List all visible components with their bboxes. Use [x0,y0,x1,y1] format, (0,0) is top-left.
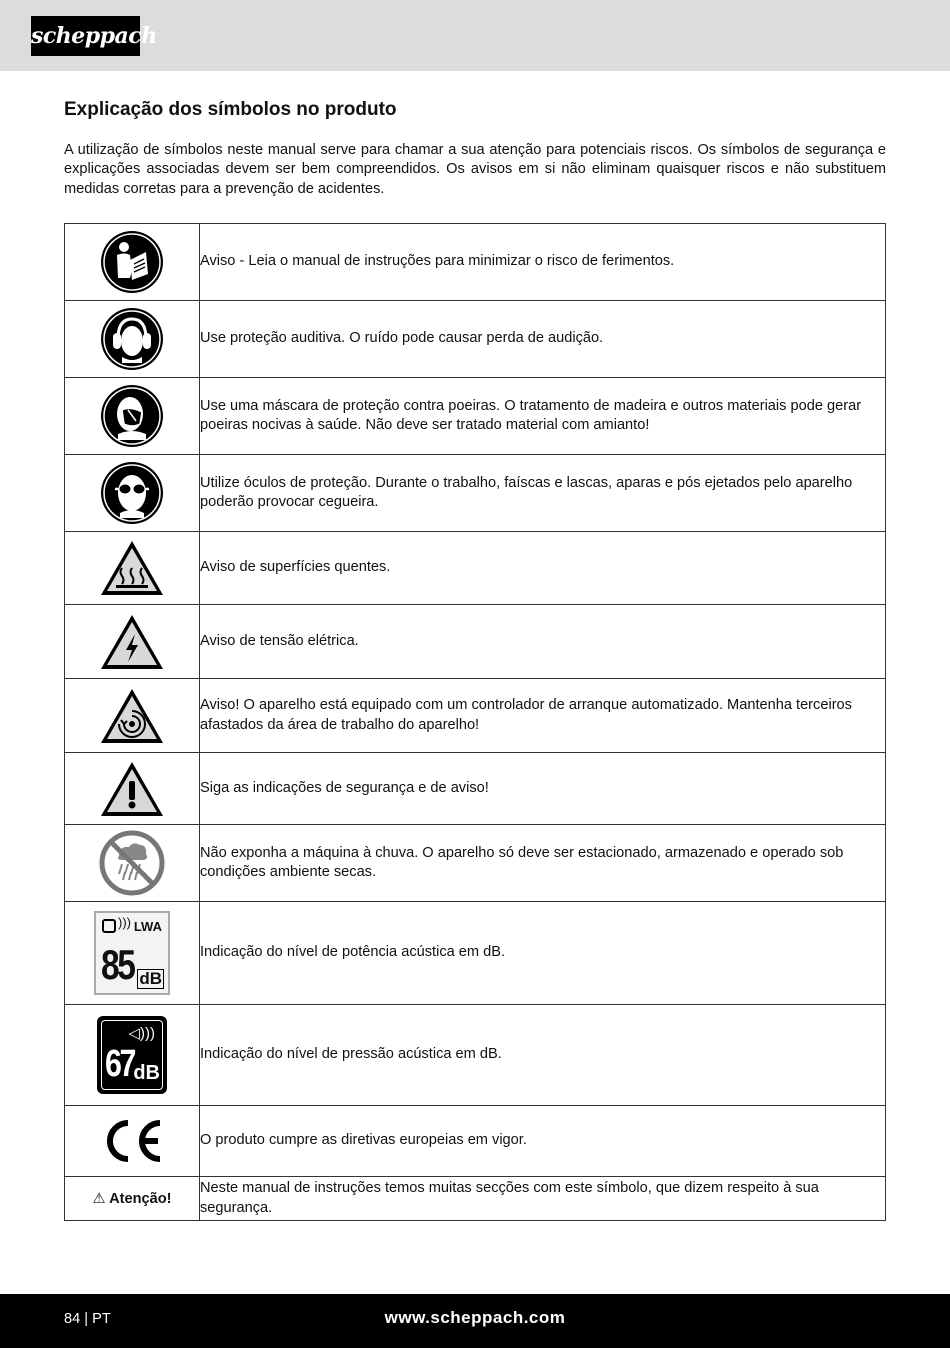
table-row [65,679,886,753]
website-link[interactable]: www.scheppach.com [384,1308,566,1327]
sound-wave-icon: ◁))) [128,1025,155,1042]
read-manual-icon [100,230,164,294]
table-row [65,605,886,679]
page-number: 84 | PT [64,1311,111,1327]
table-row [65,532,886,605]
table-row [65,1177,886,1221]
table-row [65,753,886,825]
page-footer [0,1294,950,1348]
sound-pressure-label-icon [97,1016,167,1094]
table-row [65,378,886,455]
intro-paragraph: A utilização de símbolos neste manual serve para chamar a sua atenção para potenciais riscos. Os símbolos de segurança e explicações associadas devem ser bem compreendidos. Os avisos em si não eliminam quaisquer riscos e não substituem medidas corretas para a prevenção de acidentes. [64,142,886,197]
row-text: Aviso - Leia o manual de instruções para minimizar o risco de ferimentos. [200,224,886,301]
row-text: Indicação do nível de pressão acústica em dB. [200,1005,886,1106]
lwa-label: LWA [133,919,162,934]
table-row [65,224,886,301]
sound-pressure-unit: dB [133,1062,160,1084]
page-title: Explicação dos símbolos no produto [64,99,397,120]
sound-pressure-value: 67 [105,1043,135,1085]
hot-surface-warning-icon [98,538,166,598]
sound-power-unit: dB [139,969,162,988]
safety-goggles-icon [100,461,164,525]
ear-protection-icon [100,307,164,371]
table-row [65,301,886,378]
speaker-icon [102,919,116,933]
sound-wave-icon: ))) [118,915,131,930]
symbols-table [64,223,886,1221]
sound-power-label-icon [94,911,170,995]
general-warning-icon [98,759,166,819]
page-header [0,0,950,71]
row-text: Utilize óculos de proteção. Durante o trabalho, faíscas e lascas, aparas e pós ejetados pelo aparelho poderão provocar cegueira. [200,455,886,532]
row-text: O produto cumpre as diretivas europeias em vigor. [200,1106,886,1177]
table-row [65,1106,886,1177]
row-text: Aviso de superfícies quentes. [200,532,886,605]
sound-power-value: 85 [101,941,134,988]
no-rain-icon [99,830,165,896]
table-row [65,1005,886,1106]
ce-mark-icon [98,1117,166,1165]
table-row [65,902,886,1005]
row-text: Siga as indicações de segurança e de aviso! [200,753,886,825]
table-row [65,455,886,532]
brand-logo: scheppach [31,16,140,56]
row-text: Aviso! O aparelho está equipado com um controlador de arranque automatizado. Mantenha terceiros afastados da área de trabalho do aparelho! [200,679,886,753]
row-text: Aviso de tensão elétrica. [200,605,886,679]
row-text: Use uma máscara de proteção contra poeiras. O tratamento de madeira e outros materiais pode gerar poeiras nocivas à saúde. Não deve ser tratado material com amianto! [200,378,886,455]
electric-voltage-warning-icon [98,612,166,672]
dust-mask-icon [100,384,164,448]
row-text: Use proteção auditiva. O ruído pode causar perda de audição. [200,301,886,378]
row-text: Indicação do nível de potência acústica em dB. [200,902,886,1005]
automatic-start-warning-icon [98,686,166,746]
table-row [65,825,886,902]
attention-label: ⚠ Atenção! [92,1190,172,1207]
row-text: Não exponha a máquina à chuva. O aparelho só deve ser estacionado, armazenado e operado sob condições ambiente secas. [200,825,886,902]
row-text: Neste manual de instruções temos muitas secções com este símbolo, que dizem respeito à sua segurança. [200,1177,886,1221]
